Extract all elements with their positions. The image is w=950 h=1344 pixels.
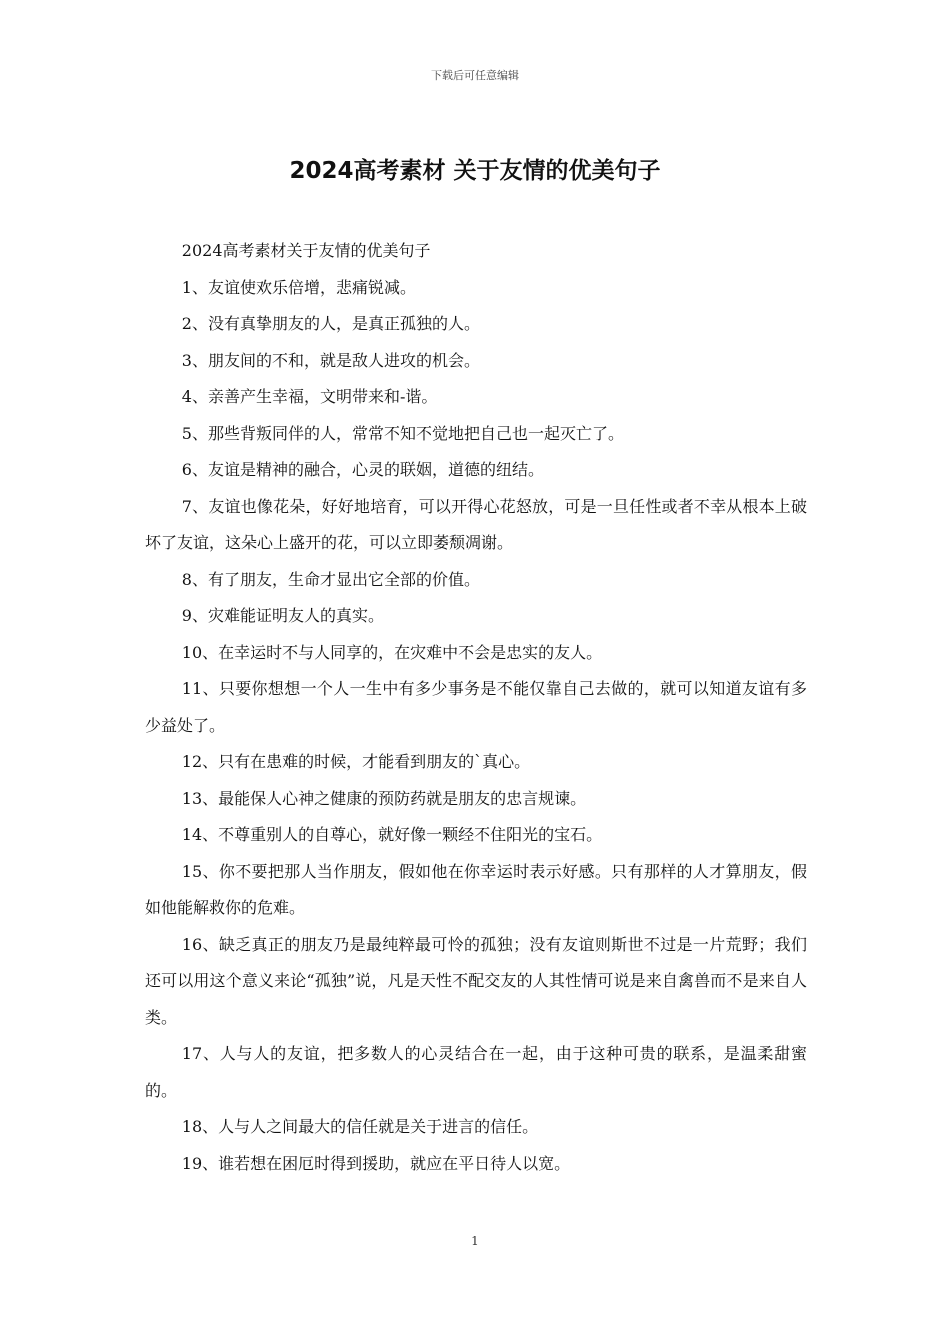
paragraph-subtitle: 2024高考素材关于友情的优美句子 xyxy=(181,241,431,260)
paragraph-1: 1、友谊使欢乐倍增，悲痛锐减。 xyxy=(181,277,416,297)
paragraph-7: 7、友谊也像花朵，好好地培育，可以开得心花怒放，可是一旦任性或者不幸从根本上破坏了友谊，这朵心上盛开的花，可以立即萎颓凋谢。 xyxy=(145,496,807,552)
paragraph-15: 15、你不要把那人当作朋友，假如他在你幸运时表示好感。只有那样的人才算朋友，假如他能解救你的危难。 xyxy=(145,861,807,917)
page-number: 1 xyxy=(471,1234,479,1248)
paragraph-18: 18、人与人之间最大的信任就是关于进言的信任。 xyxy=(181,1117,539,1136)
paragraph-9: 9、灾难能证明友人的真实。 xyxy=(181,606,384,625)
paragraph-8: 8、有了朋友，生命才显出它全部的价值。 xyxy=(181,569,480,589)
paragraph-19: 19、谁若想在困厄时得到援助，就应在平日待人以宽。 xyxy=(181,1153,571,1173)
paragraph-2: 2、没有真挚朋友的人，是真正孤独的人。 xyxy=(181,314,480,333)
paragraph-13: 13、最能保人心神之健康的预防药就是朋友的忠言规谏。 xyxy=(181,788,587,808)
paragraph-6: 6、友谊是精神的融合，心灵的联姻，道德的纽结。 xyxy=(181,460,544,479)
paragraph-5: 5、那些背叛同伴的人，常常不知不觉地把自己也一起灭亡了。 xyxy=(181,423,624,443)
paragraph-3: 3、朋友间的不和，就是敌人进攻的机会。 xyxy=(181,350,480,370)
paragraph-16: 16、缺乏真正的朋友乃是最纯粹最可怜的孤独；没有友谊则斯世不过是一片荒野；我们还可以用这个意义来论“孤独”说，凡是天性不配交友的人其性情可说是来自禽兽而不是来自人类。 xyxy=(145,934,807,1027)
paragraph-10: 10、在幸运时不与人同享的，在灾难中不会是忠实的友人。 xyxy=(181,642,603,662)
document-body xyxy=(145,233,807,1182)
paragraph-12: 12、只有在患难的时候，才能看到朋友的`真心。 xyxy=(181,752,531,771)
paragraph-11: 11、只要你想想一个人一生中有多少事务是不能仅靠自己去做的，就可以知道友谊有多少益处了。 xyxy=(145,679,807,735)
header-note: 下载后可任意编辑 xyxy=(431,69,519,82)
document-title: 2024高考素材 关于友情的优美句子 xyxy=(289,158,661,184)
paragraph-4: 4、亲善产生幸福，文明带来和-谐。 xyxy=(181,387,438,406)
paragraph-17: 17、人与人的友谊，把多数人的心灵结合在一起，由于这种可贵的联系，是温柔甜蜜的。 xyxy=(145,1044,807,1100)
paragraph-14: 14、不尊重别人的自尊心，就好像一颗经不住阳光的宝石。 xyxy=(181,825,603,844)
